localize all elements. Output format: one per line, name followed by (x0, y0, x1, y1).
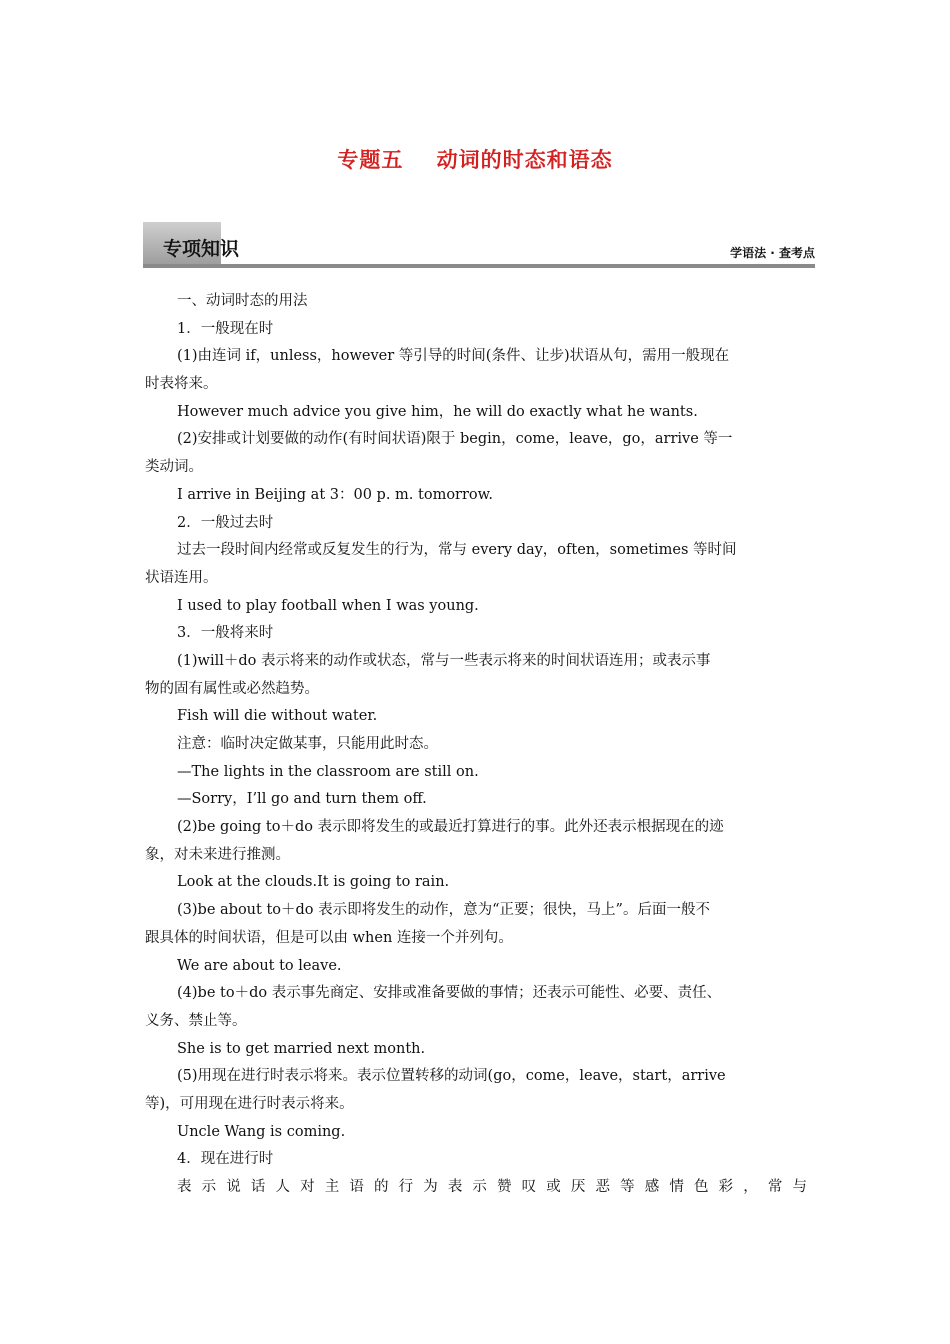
text-line: I used to play football when I was young. (177, 597, 479, 614)
section-header (143, 222, 815, 270)
section-divider (143, 264, 815, 268)
text-line: She is to get married next month. (177, 1040, 426, 1057)
text-line: 注意：临时决定做某事，只能用此时态。 (177, 736, 438, 752)
text-line: 等)，可用现在进行时表示将来。 (145, 1095, 354, 1112)
text-line: 象，对未来进行推测。 (145, 846, 290, 863)
text-line: Fish will die without water. (177, 708, 378, 725)
text-line: (5)用现在进行时表示将来。表示位置转移的动词(go，come，leave，start，arrive (177, 1068, 726, 1085)
text-line: 状语连用。 (145, 569, 218, 586)
text-line: 时表将来。 (145, 376, 218, 393)
text-line: 义务、禁止等。 (145, 1012, 247, 1029)
text-line: (1)由连词 if，unless，however 等引导的时间(条件、让步)状语从句，需用一般现在 (177, 348, 730, 365)
text-line: I arrive in Beijing at 3：00 p. m. tomorrow. (177, 486, 493, 503)
text-line: 表 示 说 话 人 对 主 语 的 行 为 表 示 赞 叹 或 厌 恶 等 感 情 色 彩 ， 常 与 (177, 1179, 807, 1195)
text-line: 跟具体的时间状语，但是可以由 when 连接一个并列句。 (145, 929, 513, 946)
text-line: (1)will＋do 表示将来的动作或状态，常与一些表示将来的时间状语连用；或表示事 (177, 652, 711, 669)
text-line: (2)安排或计划要做的动作(有时间状语)限于 begin，come，leave，go，arrive 等一 (177, 431, 733, 448)
text-line: (3)be about to＋do 表示即将发生的动作，意为“正要；很快，马上”。后面一般不 (177, 902, 710, 919)
text-line: (2)be going to＋do 表示即将发生的或最近打算进行的事。此外还表示根据现在的迹 (177, 819, 724, 836)
document-body (145, 288, 807, 1202)
text-line: Uncle Wang is coming. (177, 1123, 346, 1140)
text-line: —Sorry，I’ll go and turn them off. (177, 791, 427, 808)
text-line: 类动词。 (145, 459, 203, 476)
text-line: 2．一般过去时 (177, 514, 274, 531)
text-line: 3．一般将来时 (177, 625, 274, 642)
text-line: 物的固有属性或必然趋势。 (145, 680, 319, 697)
text-line: —The lights in the classroom are still on. (177, 763, 479, 780)
section-subtitle: 学语法 · 查考点 (730, 246, 815, 260)
section-label: 专项知识 (163, 238, 240, 260)
text-line: 4．现在进行时 (177, 1151, 274, 1168)
text-line: We are about to leave. (177, 957, 342, 974)
text-line: However much advice you give him，he will do exactly what he wants. (177, 403, 698, 420)
text-line: 1．一般现在时 (177, 320, 274, 337)
text-line: 过去一段时间内经常或反复发生的行为，常与 every day，often，sometimes 等时间 (177, 542, 737, 559)
text-line: Look at the clouds.It is going to rain. (177, 874, 450, 891)
page-title: 专题五 动词的时态和语态 (337, 148, 613, 172)
text-line: (4)be to＋do 表示事先商定、安排或准备要做的事情；还表示可能性、必要、责任、 (177, 985, 722, 1002)
text-line: 一、动词时态的用法 (177, 293, 308, 309)
